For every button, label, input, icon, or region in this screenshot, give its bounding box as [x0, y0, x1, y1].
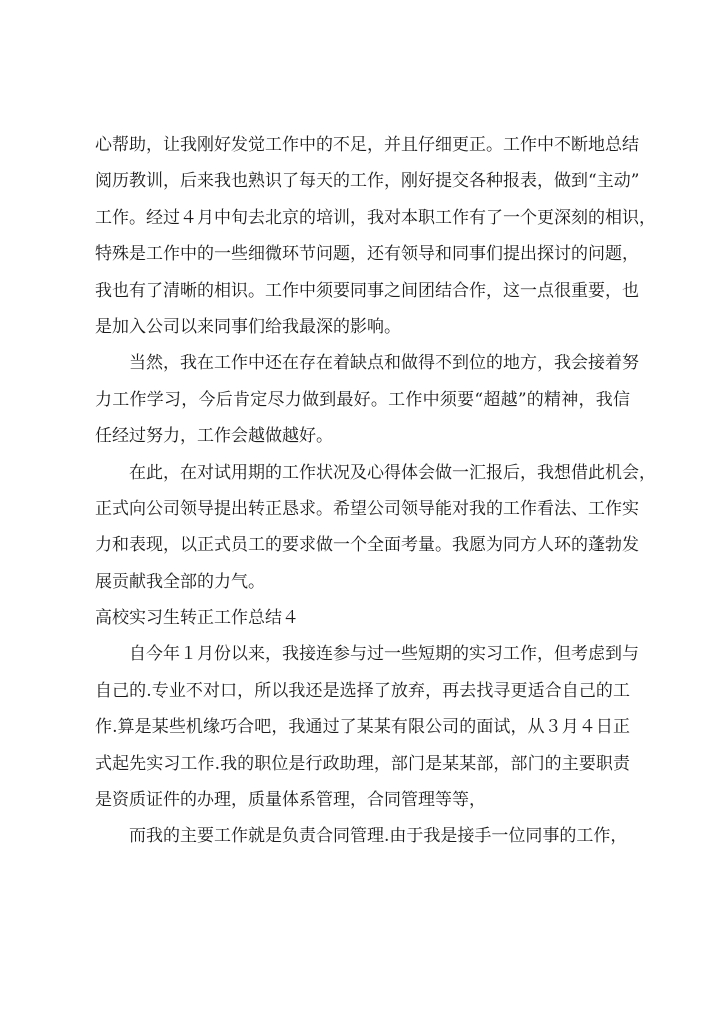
text-line: 在此，在对试用期的工作状况及心得体会做一汇报后，我想借此机会，: [129, 462, 656, 483]
text-line: 式起先实习工作.我的职位是行政助理，部门是某某部，部门的主要职责: [95, 753, 630, 774]
text-line: 心帮助，让我刚好发觉工作中的不足，并且仔细更正。工作中不断地总结: [95, 135, 639, 155]
text-line: 是资质证件的办理，质量体系管理，合同管理等等，: [95, 790, 486, 811]
text-line: 而我的主要工作就是负责合同管理.由于我是接手一位同事的工作，: [129, 826, 628, 847]
text-line: 自今年１月份以来，我接连参与过一些短期的实习工作，但考虑到与: [129, 644, 639, 665]
text-line: 是加入公司以来同事们给我最深的影响。: [95, 316, 401, 337]
section-heading: 高校实习生转正工作总结４: [95, 608, 299, 629]
text-line: 正式向公司领导提出转正恳求。希望公司领导能对我的工作看法、工作实: [95, 498, 639, 519]
text-line: 特殊是工作中的一些细微环节问题，还有领导和同事们提出探讨的问题，: [95, 244, 639, 265]
text-line: 工作。经过４月中旬去北京的培训，我对本职工作有了一个更深刻的相识，: [95, 207, 656, 228]
document-body: [95, 130, 656, 858]
text-line: 展贡献我全部的力气。: [95, 571, 265, 592]
text-line: 作.算是某些机缘巧合吧，我通过了某某有限公司的面试，从３月４日正: [95, 717, 630, 738]
text-line: 自己的.专业不对口，所以我还是选择了放弃，再去找寻更适合自己的工: [95, 680, 630, 701]
text-line: 任经过努力，工作会越做越好。: [95, 426, 333, 447]
text-line: 力和表现，以正式员工的要求做一个全面考量。我愿为同方人环的蓬勃发: [95, 535, 639, 556]
text-line: 力工作学习，今后肯定尽力做到最好。工作中须要“超越”的精神，我信: [95, 389, 630, 410]
text-line: 我也有了清晰的相识。工作中须要同事之间团结合作，这一点很重要，也: [95, 280, 639, 301]
text-line: 阅历教训，后来我也熟识了每天的工作，刚好提交各种报表，做到“主动”: [95, 171, 640, 192]
text-line: 当然，我在工作中还在存在着缺点和做得不到位的地方，我会接着努: [129, 353, 639, 374]
